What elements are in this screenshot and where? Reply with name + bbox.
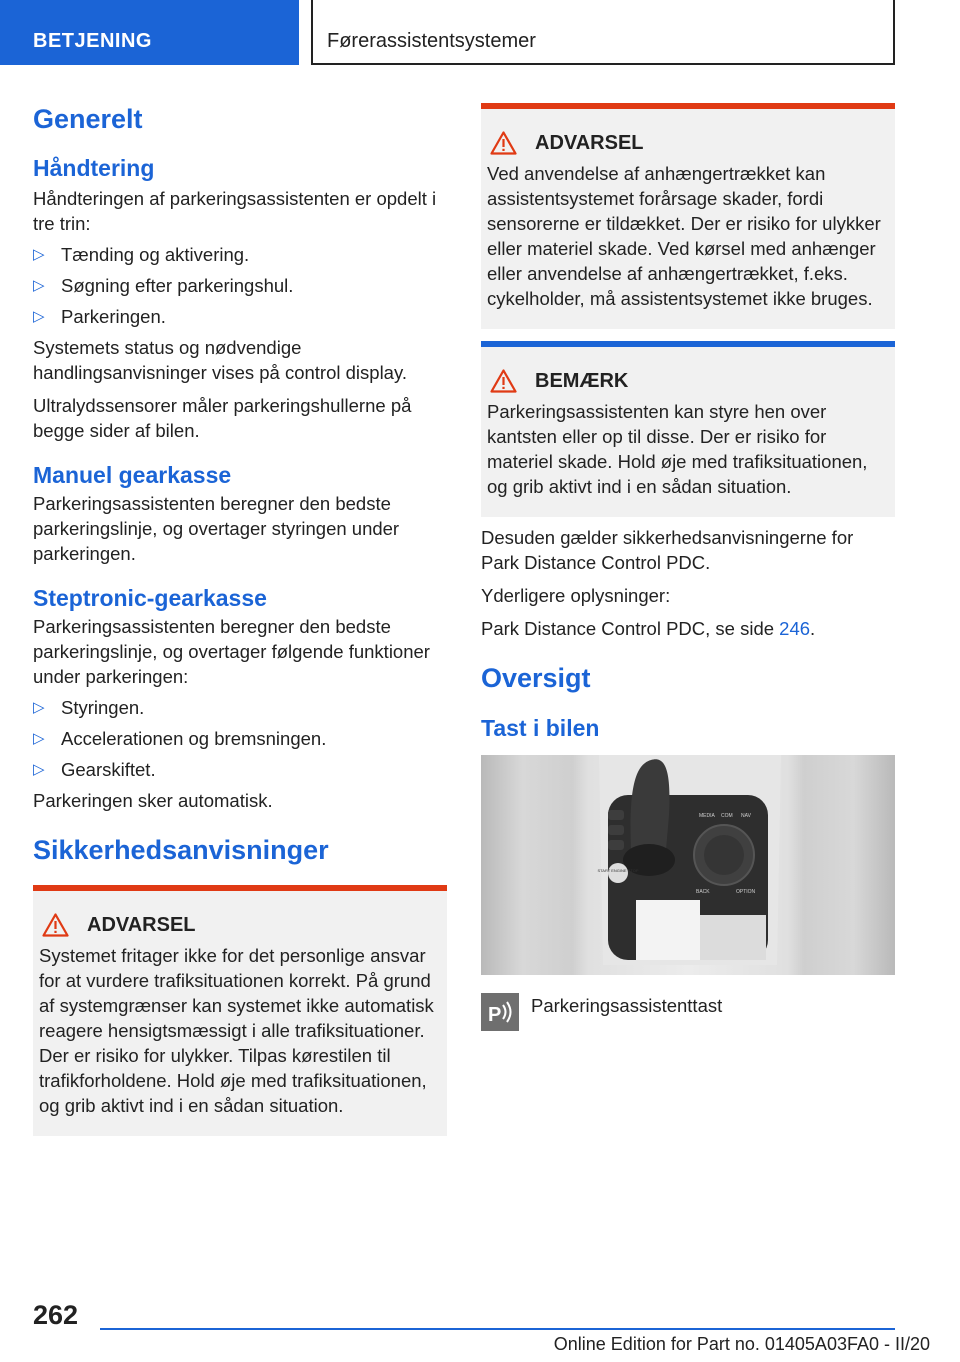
note-text: Parkeringsassistenten kan styre hen over kantsten eller op til disse. Der er risiko for materiel skade. Hold øje med trafiksituationen, og grib aktivt ind i en sådan situation. [487, 401, 868, 497]
steps-list [33, 242, 447, 329]
list-item: ▷ Styringen. [33, 697, 145, 718]
warning-box [33, 885, 447, 1136]
heading-handtering: Håndtering [33, 155, 155, 181]
warning-header: ADVARSEL [42, 913, 437, 937]
heading-oversigt: Oversigt [481, 663, 591, 693]
nav-label: NAV [741, 813, 751, 819]
note-triangle-icon [490, 369, 517, 393]
text-desuden: Desuden gælder sikkerhedsanvisningerne for Park Distance Control PDC. [481, 527, 854, 573]
heading-steptronic: Steptronic-gearkasse [33, 585, 267, 611]
triangle-bullet-icon: ▷ [33, 761, 45, 778]
footer-edition: Online Edition for Part no. 01405A03FA0 - II/20 [553, 1334, 930, 1354]
warning-triangle-icon [42, 913, 69, 937]
text-reference: Park Distance Control PDC, se side 246. [481, 618, 816, 639]
left-column [33, 100, 447, 1136]
center-console-illustration [481, 755, 895, 975]
warning-triangle-icon [490, 131, 517, 155]
legend-text: Parkeringsassistenttast [531, 995, 723, 1016]
svg-text:P: P [488, 1004, 502, 1026]
list-item: ▷ Tænding og aktivering. [33, 244, 250, 265]
triangle-bullet-icon: ▷ [33, 308, 45, 325]
center-console-photo [481, 755, 895, 975]
section-tab: BETJENING [0, 0, 299, 65]
text-automatisk: Parkeringen sker automatisk. [33, 790, 273, 811]
text-ultralyd: Ultralydssensorer måler parkeringshullerne på begge sider af bilen. [33, 395, 412, 441]
warning-header: ADVARSEL [490, 131, 885, 155]
com-label: COM [721, 813, 733, 819]
option-label: OPTION [736, 889, 756, 895]
media-label: MEDIA [699, 813, 715, 819]
triangle-bullet-icon: ▷ [33, 699, 45, 716]
heading-sikkerhed: Sikkerhedsanvisninger [33, 835, 329, 865]
list-item: ▷ Søgning efter parkeringshul. [33, 275, 294, 296]
note-header: BEMÆRK [490, 369, 885, 393]
heading-manuel-gearkasse: Manuel gearkasse [33, 462, 232, 488]
text-manuel: Parkeringsassistenten beregner den bedste parkeringslinje, og overtager styringen under parkeringen. [33, 493, 400, 564]
text-handtering: Håndteringen af parkeringsassistenten er opdelt i tre trin: [33, 188, 437, 234]
warning-text: Systemet fritager ikke for det personlige ansvar for at vurdere trafiksituationen korrekt. På grund af systemgrænser kan systemet ikke automatisk reagere hensigtsmæssigt i alle trafiksituationer. Der er risiko for ulykker. Tilpas kørestilen til trafikforholdene. Hold øje med trafiksituationen, og grib aktivt ind i en sådan situation. [39, 945, 434, 1116]
note-box [481, 341, 895, 517]
text-steptronic: Parkeringsassistenten beregner den bedste parkeringslinje, og overtager følgende funktioner under parkeringen: [33, 616, 430, 687]
text-status: Systemets status og nødvendige handlingsanvisninger vises på control display. [33, 337, 407, 383]
triangle-bullet-icon: ▷ [33, 730, 45, 747]
back-label: BACK [696, 889, 710, 895]
warning-box [481, 103, 895, 329]
functions-list [33, 695, 447, 782]
heading-generelt: Generelt [33, 104, 143, 134]
text-yderligere: Yderligere oplysninger: [481, 585, 671, 606]
list-item: ▷ Gearskiftet. [33, 759, 156, 780]
triangle-bullet-icon: ▷ [33, 277, 45, 294]
list-item: ▷ Accelerationen og bremsningen. [33, 728, 327, 749]
heading-tast-i-bilen: Tast i bilen [481, 715, 600, 741]
triangle-bullet-icon: ▷ [33, 246, 45, 263]
legend-item [481, 993, 895, 1031]
chapter-title: Førerassistentsystemer [311, 0, 895, 65]
warning-text: Ved anvendelse af anhængertrækket kan assistentsystemet forårsage skader, fordi sensorerne er tildækket. Der er risiko for ulykker eller materiel skade. Ved kørsel med anhænger eller anvendelse af anhængertrækket, f.eks. cykelholder, må assistentsystemet ikke bruges. [487, 163, 881, 309]
page-number: 262 [33, 1300, 79, 1330]
start-button-label: START ENGINE STOP [597, 868, 639, 873]
parking-assistant-icon [481, 993, 519, 1031]
footer-divider [100, 1328, 895, 1330]
list-item: ▷ Parkeringen. [33, 306, 166, 327]
page-link[interactable]: 246 [779, 618, 811, 639]
right-column [481, 103, 895, 1031]
